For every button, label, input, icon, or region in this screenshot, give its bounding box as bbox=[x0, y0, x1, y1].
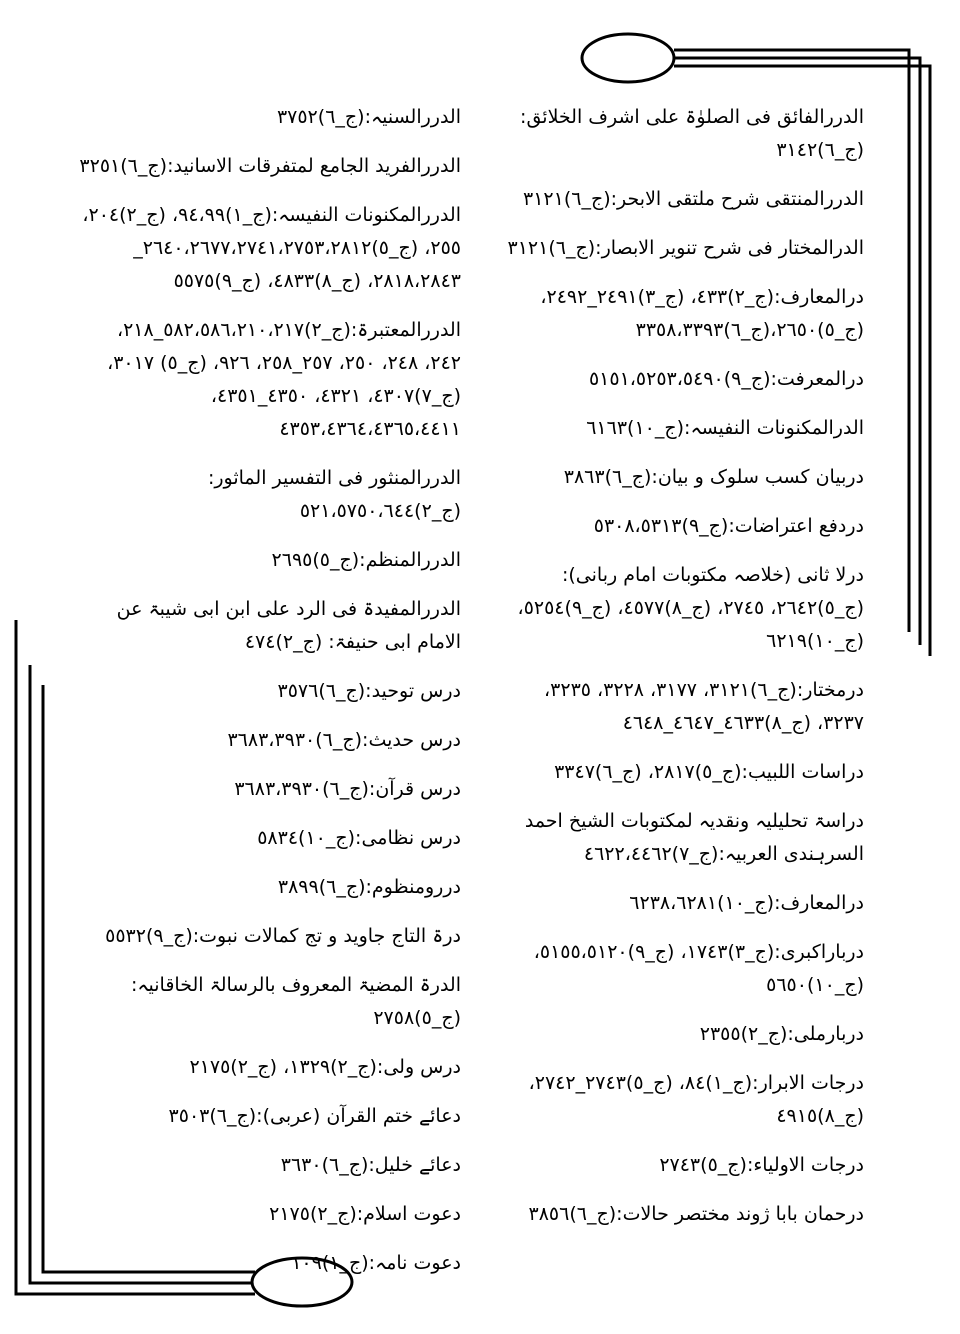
index-entry: الدررالمفیدۃ فی الرد علی ابن ابی شیبۃ عن الامام ابی حنیفۃ: (ج_٢)٤٧٤ bbox=[116, 598, 461, 653]
index-entry: درحمان بابا ژوند مختصر حالات:(ج_٦)٣٨٥٦ bbox=[528, 1203, 864, 1225]
index-entry: الدررالمکنونات النفیسہ:(ج_١)٩٤،٩٩، (ج_٢)٢٠٤، ٢٥٥، (ج_٥)٢٦٤٠،٢٦٧٧،٢٧٤١،٢٧٥٣،٢٨١٢_ ٢٨١٨،٢٨٤٣، (ج_٨)٤٨٣٣، (ج_٩)٥٥٧٥ bbox=[82, 204, 461, 292]
index-column-left bbox=[76, 101, 461, 1296]
index-entry: الدررالمنظم:(ج_٥)٢٦٩٥ bbox=[271, 549, 461, 571]
index-entry: درجات الابرار:(ج_١)٨٤، (ج_٥)٢٧٤٣_٢٧٤٢، (ج_٨)٤٩١٥ bbox=[528, 1072, 864, 1127]
index-entry: درلا ثانی (خلاصہ مکتوبات امام ربانی):(ج_٥)٢٦٤٢، ٢٧٤٥، (ج_٨)٤٥٧٧، (ج_٩)٥٢٥٤، (ج_١٠)٦٢١٩ bbox=[517, 564, 864, 652]
index-entry: الدررالفرید الجامع لمتفرقات الاسانید:(ج_٦)٣٢٥١ bbox=[79, 155, 461, 177]
index-entry: درالمعارف:(ج_١٠)٦٢٣٨،٦٢٨١ bbox=[629, 892, 864, 914]
index-entry: الدررالمنثور فی التفسیر الماثور:(ج_٢)٥٢١،٥٧٥٠،٦٤٤ bbox=[207, 467, 461, 522]
index-entry: درس حدیث:(ج_٦)٣٦٨٣،٣٩٣٠ bbox=[227, 729, 461, 751]
index-entry: دعائے خلیل:(ج_٦)٣٦٣٠ bbox=[280, 1154, 461, 1176]
index-entry: درس قرآن:(ج_٦)٣٦٨٣،٣٩٣٠ bbox=[234, 778, 461, 800]
index-entry: دردفع اعتراضات:(ج_٩)٥٣٠٨،٥٣١٣ bbox=[593, 515, 864, 537]
index-entry: درۃ التاج جاوید و تج کمالات نبوت:(ج_٩)٥٥٣٢ bbox=[105, 925, 461, 947]
index-entry: درالمعارف:(ج_٢)٤٣٣، (ج_٣)٢٤٩١_٢٤٩٢، (ج_٥)٢٦٥٠،(ج_٦)٣٣٥٨،٣٣٩٣ bbox=[540, 286, 864, 341]
index-entry: الدررالمعتبرۃ:(ج_٢)٥٨٢،٥٨٦،٢١٠،٢١٧_٢١٨، ٢٤٢، ٢٤٨، ٢٥٠، ٢٥٧_٢٥٨، ٩٢٦، (ج_٥) ٣٠١٧، (ج_٧)٤٣٠٧، ٤٣٢١، ٤٣٥٠_٤٣٥١، ٤٣٥٣،٤٣٦٤،٤٣٦٥،٤٤١١ bbox=[107, 319, 461, 440]
index-entry: دعائے ختم القرآن (عربی):(ج_٦)٣٥٠٣ bbox=[168, 1105, 461, 1127]
index-entry: الدررالمنتقی شرح ملتقی الابحر:(ج_٦)٣١٢١ bbox=[523, 188, 864, 210]
index-entry: دعوت نامہ:(ج_١)١٠٩ bbox=[291, 1252, 461, 1274]
index-entry: الدرالمکنونات النفیسہ:(ج_١٠)٦١٦٣ bbox=[586, 417, 864, 439]
index-entry: دربیان کسب سلوک و بیان:(ج_٦)٣٨٦٣ bbox=[563, 466, 864, 488]
index-entry: الدررالفائق فی الصلوٰۃ علی اشرف الخلائق:(ج_٦)٣١٤٢ bbox=[520, 106, 864, 161]
index-entry: درباراکبری:(ج_٣)١٧٤٣، (ج_٩)٥١٥٥،٥١٢٠، (ج_١٠)٥٦٥٠ bbox=[533, 941, 864, 996]
index-entry: درالمعرفت:(ج_٩)٥١٥١،٥٢٥٣،٥٤٩٠ bbox=[588, 368, 864, 390]
index-column-right bbox=[494, 101, 864, 1247]
index-entry: الدررالسنیہ:(ج_٦)٣٧٥٢ bbox=[276, 106, 461, 128]
index-entry: درس توحید:(ج_٦)٣٥٧٦ bbox=[277, 680, 461, 702]
index-entry: دراسۃ تحلیلیہ ونقدیہ لمکتوبات الشیخ احمد السرہندی العربیہ:(ج_٧)٤٦٢٢،٤٤٦٢ bbox=[524, 810, 864, 865]
index-entry: الدرالمختار فی شرح تنویر الابصار:(ج_٦)٣١٢١ bbox=[507, 237, 864, 259]
top-oval bbox=[582, 34, 674, 82]
index-entry: الدرۃ المضیۃ المعروف بالرسالۃ الخاقانیہ:(ج_٥)٢٧٥٨ bbox=[130, 974, 461, 1029]
index-entry: درجات الاولیاء:(ج_٥)٢٧٤٣ bbox=[659, 1154, 864, 1176]
index-entry: دربارملی:(ج_٢)٢٣٥٥ bbox=[699, 1023, 864, 1045]
index-entry: دررومنظوم:(ج_٦)٣٨٩٩ bbox=[277, 876, 461, 898]
index-entry: دراسات اللبیب:(ج_٥)٢٨١٧، (ج_٦)٣٣٤٧ bbox=[554, 761, 864, 783]
index-entry: درس ولی:(ج_٢)١٣٢٩، (ج_٢)٢١٧٥ bbox=[189, 1056, 461, 1078]
index-entry: درس نظامی:(ج_١٠)٥٨٣٤ bbox=[257, 827, 461, 849]
index-entry: دعوت اسلام:(ج_٢)٢١٧٥ bbox=[269, 1203, 461, 1225]
index-entry: درمختار:(ج_٦)٣١٢١، ٣١٧٧، ٣٢٢٨، ٣٢٣٥، ٣٢٣٧، (ج_٨)٤٦٣٣_٤٦٤٧_٤٦٤٨ bbox=[544, 679, 864, 734]
